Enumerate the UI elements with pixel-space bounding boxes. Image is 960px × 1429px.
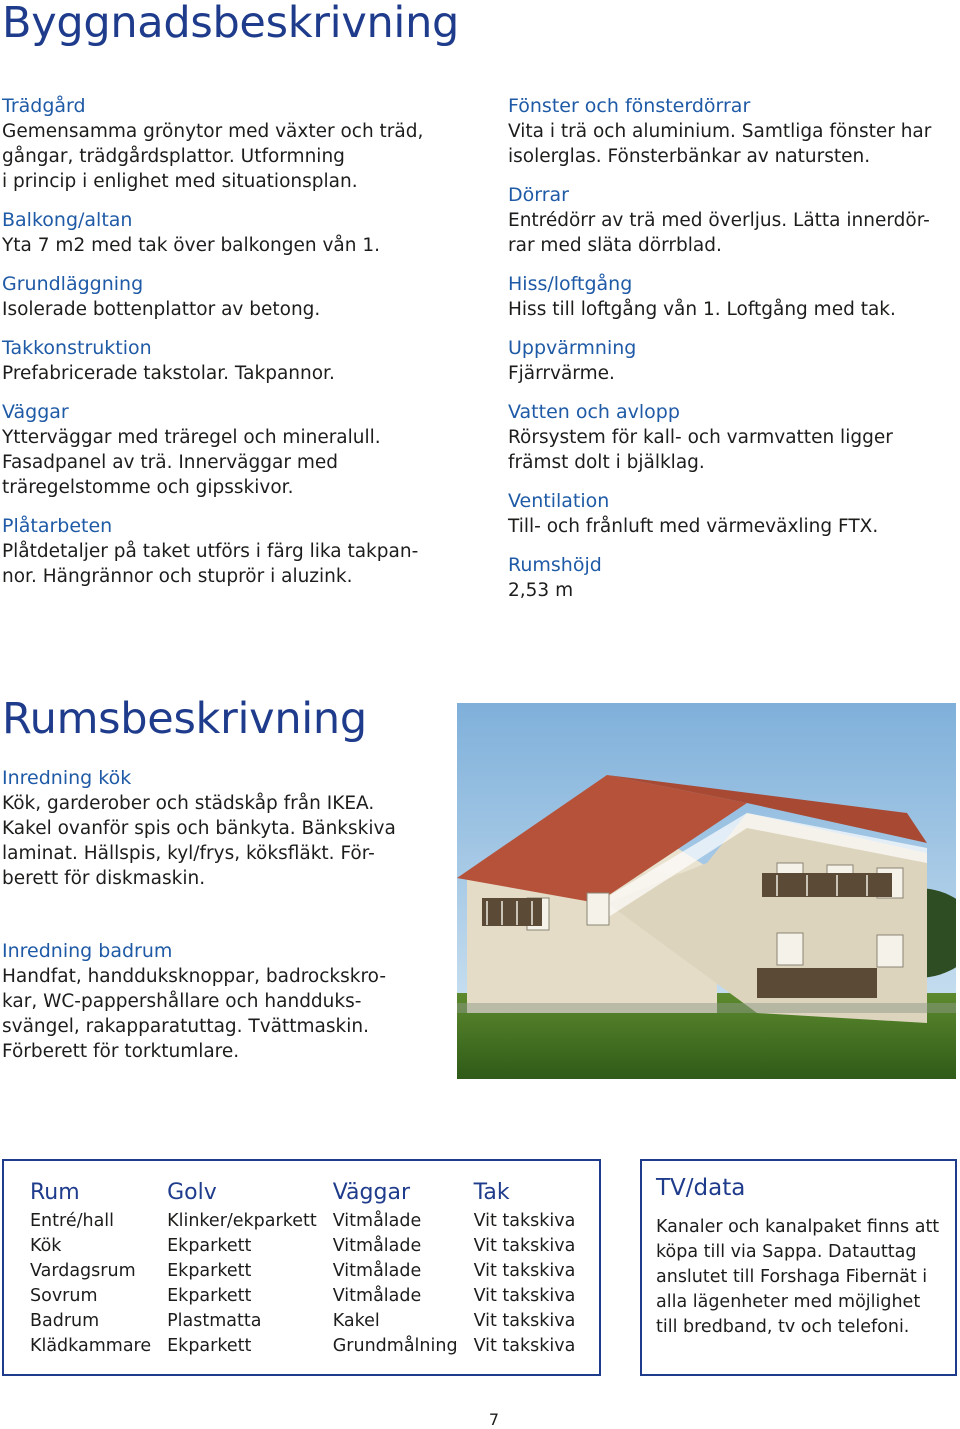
section-heading: Vatten och avlopp <box>508 401 680 423</box>
cell: Vit takskiva <box>473 1236 576 1256</box>
rooms-title: Rumsbeskrivning <box>2 694 367 744</box>
section-heading: Takkonstruktion <box>2 337 152 359</box>
section-balkong <box>2 208 452 258</box>
section-heading: Ventilation <box>508 490 610 512</box>
section-text: Isolerade bottenplattor av betong. <box>2 299 321 320</box>
table-row <box>30 1334 591 1359</box>
table-row <box>30 1234 591 1259</box>
section-text: Rörsystem för kall- och varmvatten ligger främst dolt i bjälklag. <box>508 427 893 473</box>
col-header-golv: Golv <box>167 1180 217 1205</box>
section-inredning-kok <box>2 766 442 891</box>
section-text: 2,53 m <box>508 580 574 601</box>
col-header-tak: Tak <box>473 1180 510 1205</box>
building-left-column <box>2 94 452 603</box>
building-right-column <box>508 94 958 617</box>
cell: Vitmålade <box>332 1286 422 1306</box>
house-photo <box>457 703 956 1079</box>
cell: Plastmatta <box>167 1311 262 1331</box>
cell: Vit takskiva <box>473 1336 576 1356</box>
col-header-rum: Rum <box>30 1180 80 1205</box>
cell: Klädkammare <box>30 1336 152 1356</box>
section-vaggar <box>2 400 452 500</box>
rooms-table-box <box>2 1159 601 1376</box>
page-number: 7 <box>488 1410 500 1429</box>
section-heading: Balkong/altan <box>2 209 133 231</box>
section-text: Fjärrvärme. <box>508 363 615 384</box>
building-title: Byggnadsbeskrivning <box>2 0 460 48</box>
section-platarbeten <box>2 514 452 589</box>
section-heading: Inredning badrum <box>2 940 173 962</box>
rooms-table <box>30 1179 591 1359</box>
section-text: Gemensamma grönytor med växter och träd, gångar, trädgårdsplattor. Utformning i princip i enlighet med situationsplan. <box>2 121 424 192</box>
section-text: Ytterväggar med träregel och mineralull. Fasadpanel av trä. Innerväggar med träregelstomme och gipsskivor. <box>2 427 381 498</box>
table-row <box>30 1209 591 1234</box>
tv-data-title: TV/data <box>656 1175 746 1201</box>
section-text: Kök, garderober och städskåp från IKEA. Kakel ovanför spis och bänkyta. Bänkskiva laminat. Hällspis, kyl/frys, köksfläkt. För- berett för diskmaskin. <box>2 793 396 889</box>
cell: Ekparkett <box>167 1286 252 1306</box>
section-grundlaggning <box>2 272 452 322</box>
cell: Vardagsrum <box>30 1261 136 1281</box>
col-header-vaggar: Väggar <box>332 1180 410 1205</box>
cell: Ekparkett <box>167 1236 252 1256</box>
section-heading: Rumshöjd <box>508 554 602 576</box>
section-inredning-badrum <box>2 939 442 1064</box>
section-heading: Uppvärmning <box>508 337 637 359</box>
section-heading: Hiss/loftgång <box>508 273 633 295</box>
section-heading: Grundläggning <box>2 273 144 295</box>
section-tradgard <box>2 94 452 194</box>
tv-data-text: Kanaler och kanalpaket finns att köpa till via Sappa. Datauttag anslutet till Forshaga Fibernät i alla lägenheter med möjlighet till bredband, tv och telefoni. <box>656 1217 940 1337</box>
section-heading: Fönster och fönsterdörrar <box>508 95 751 117</box>
cell: Vitmålade <box>332 1261 422 1281</box>
table-row <box>30 1259 591 1284</box>
section-ventilation <box>508 489 958 539</box>
section-heading: Plåtarbeten <box>2 515 113 537</box>
section-rumshojd <box>508 553 958 603</box>
table-row <box>30 1309 591 1334</box>
cell: Vit takskiva <box>473 1211 576 1231</box>
section-heading: Inredning kök <box>2 767 132 789</box>
section-text: Entrédörr av trä med överljus. Lätta innerdör- rar med släta dörrblad. <box>508 210 930 256</box>
section-heading: Dörrar <box>508 184 569 206</box>
cell: Vit takskiva <box>473 1311 576 1331</box>
section-text: Vita i trä och aluminium. Samtliga fönster har isolerglas. Fönsterbänkar av natursten. <box>508 121 932 167</box>
section-takkonstruktion <box>2 336 452 386</box>
table-row <box>30 1284 591 1309</box>
table-header-row <box>30 1179 591 1209</box>
section-text: Till- och frånluft med värmeväxling FTX. <box>508 516 879 537</box>
rooms-column <box>2 766 442 1078</box>
cell: Ekparkett <box>167 1336 252 1356</box>
section-dorrar <box>508 183 958 258</box>
section-text: Prefabricerade takstolar. Takpannor. <box>2 363 335 384</box>
section-text: Plåtdetaljer på taket utförs i färg lika takpan- nor. Hängrännor och stuprör i aluzink. <box>2 541 419 587</box>
section-heading: Trädgård <box>2 95 86 117</box>
section-hiss <box>508 272 958 322</box>
section-text: Yta 7 m2 med tak över balkongen vån 1. <box>2 235 381 256</box>
section-fonster <box>508 94 958 169</box>
cell: Klinker/ekparkett <box>167 1211 317 1231</box>
cell: Vitmålade <box>332 1211 422 1231</box>
tv-data-box <box>640 1159 957 1376</box>
cell: Ekparkett <box>167 1261 252 1281</box>
cell: Entré/hall <box>30 1211 115 1231</box>
cell: Grundmålning <box>332 1336 458 1356</box>
cell: Kök <box>30 1236 62 1256</box>
cell: Kakel <box>332 1311 380 1331</box>
cell: Vitmålade <box>332 1236 422 1256</box>
cell: Sovrum <box>30 1286 98 1306</box>
cell: Badrum <box>30 1311 100 1331</box>
section-text: Hiss till loftgång vån 1. Loftgång med tak. <box>508 299 896 320</box>
section-vatten <box>508 400 958 475</box>
section-uppvarmning <box>508 336 958 386</box>
cell: Vit takskiva <box>473 1286 576 1306</box>
section-heading: Väggar <box>2 401 69 423</box>
cell: Vit takskiva <box>473 1261 576 1281</box>
section-text: Handfat, handduksknoppar, badrockskro- kar, WC-pappershållare och handduks- svängel, rakapparatuttag. Tvättmaskin. Förberett för torktumlare. <box>2 966 386 1062</box>
